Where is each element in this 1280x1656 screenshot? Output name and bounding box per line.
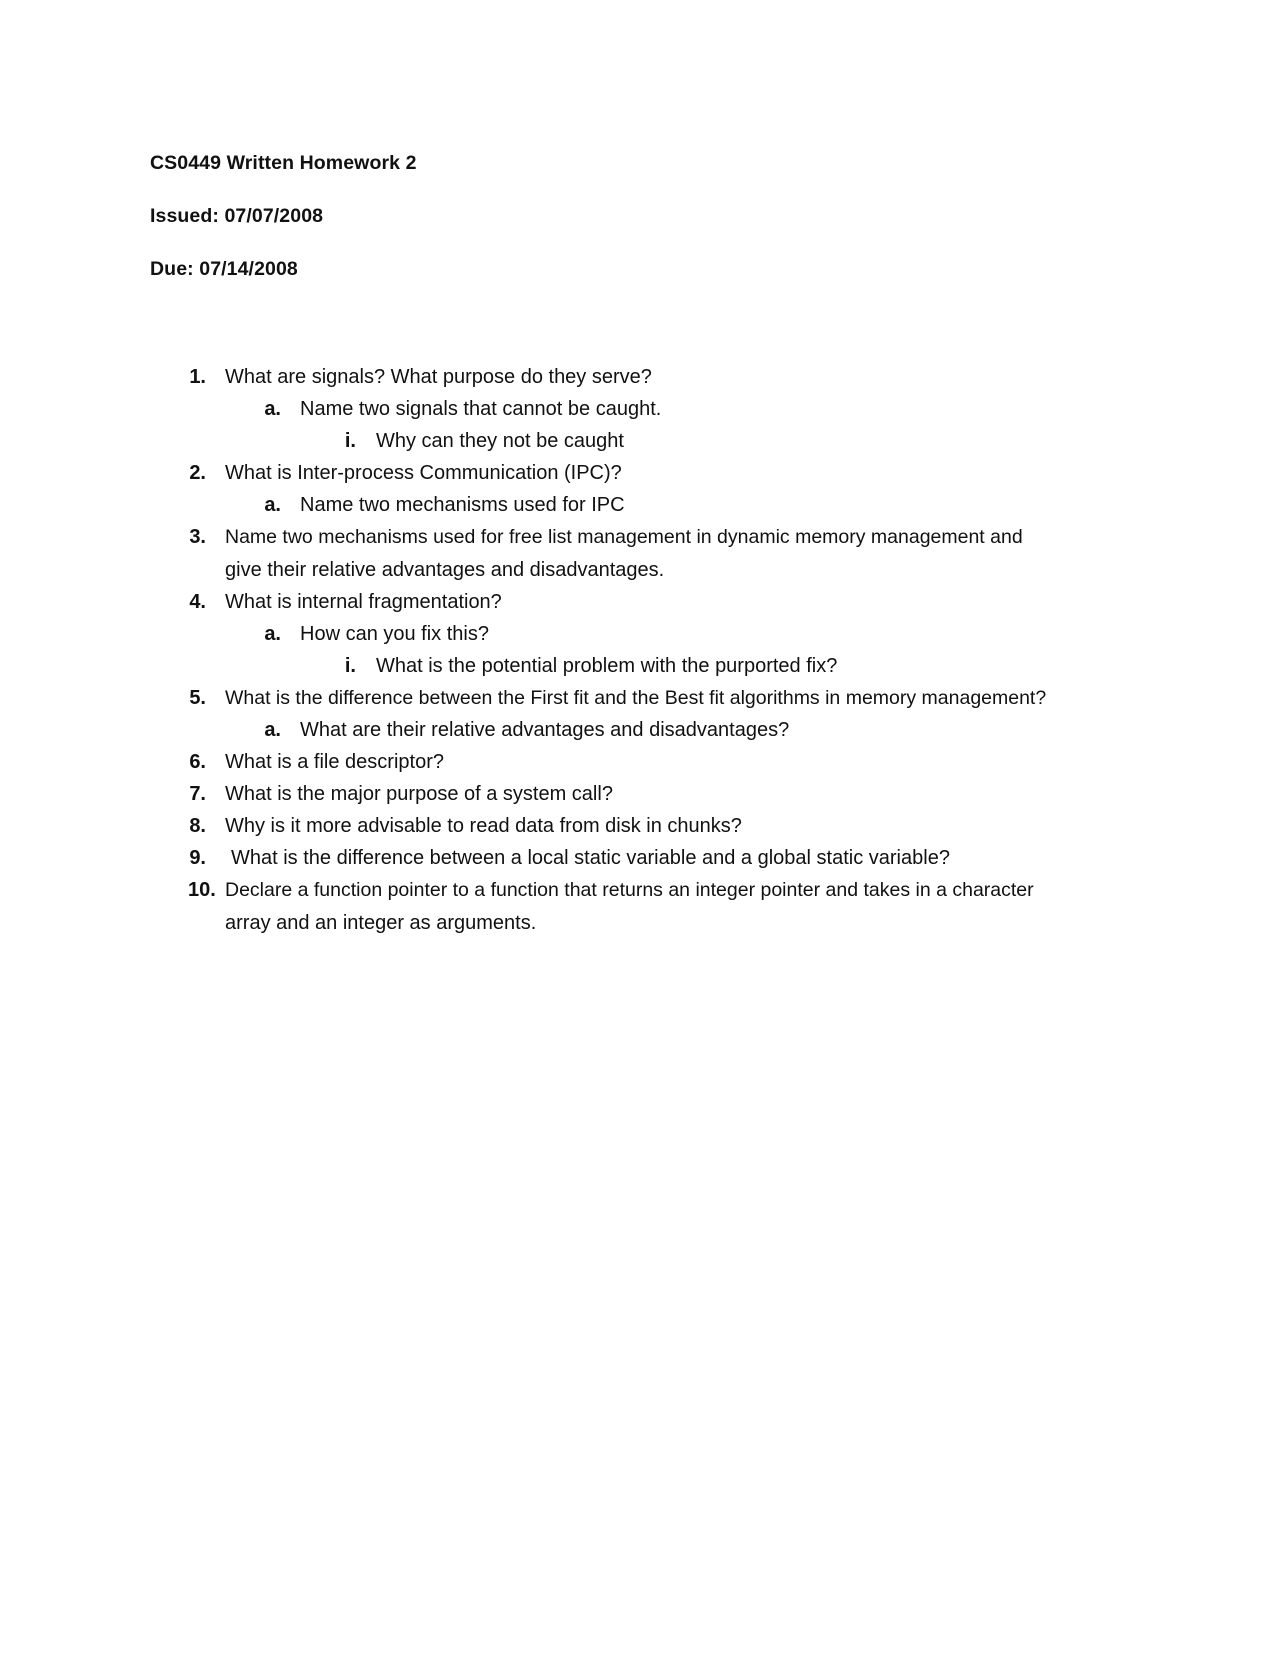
- item-marker: a.: [264, 494, 281, 516]
- item-marker: i.: [344, 655, 356, 677]
- item-text: What is internal fragmentation?: [225, 591, 502, 613]
- item-marker: 6.: [189, 751, 206, 773]
- item-text: array and an integer as arguments.: [225, 912, 537, 934]
- item-marker: 3.: [189, 526, 206, 548]
- item-text: give their relative advantages and disadvantages.: [225, 559, 665, 581]
- item-marker: 9.: [189, 847, 206, 869]
- item-marker: 8.: [189, 815, 206, 837]
- item-marker: 10.: [188, 879, 216, 901]
- item-marker: 5.: [189, 687, 206, 709]
- issued-date: Issued: 07/07/2008: [150, 205, 324, 227]
- item-marker: 7.: [189, 783, 206, 805]
- item-text: What is Inter-process Communication (IPC)?: [225, 462, 622, 484]
- item-text: What are their relative advantages and disadvantages?: [300, 719, 790, 741]
- item-text: How can you fix this?: [300, 623, 489, 645]
- item-text: What are signals? What purpose do they serve?: [225, 366, 652, 388]
- item-text: Name two signals that cannot be caught.: [300, 398, 662, 420]
- item-text: Why can they not be caught: [376, 430, 624, 452]
- item-marker: 1.: [189, 366, 206, 388]
- item-text: What is the difference between the First fit and the Best fit algorithms in memory management?: [225, 687, 1047, 709]
- item-text: What is the potential problem with the purported fix?: [376, 655, 838, 677]
- item-marker: i.: [344, 430, 356, 452]
- item-text: What is a file descriptor?: [225, 751, 444, 773]
- item-text: Why is it more advisable to read data from disk in chunks?: [225, 815, 742, 837]
- item-marker: a.: [264, 623, 281, 645]
- item-marker: a.: [264, 719, 281, 741]
- item-text: What is the difference between a local static variable and a global static variable?: [231, 847, 950, 869]
- item-text: What is the major purpose of a system call?: [225, 783, 613, 805]
- due-date: Due: 07/14/2008: [150, 258, 298, 280]
- item-marker: a.: [264, 398, 281, 420]
- item-marker: 4.: [189, 591, 206, 613]
- item-text: Name two mechanisms used for IPC: [300, 494, 625, 516]
- item-text: Name two mechanisms used for free list management in dynamic memory management and: [225, 526, 1023, 548]
- document-title: CS0449 Written Homework 2: [150, 152, 417, 174]
- item-marker: 2.: [189, 462, 206, 484]
- item-text: Declare a function pointer to a function that returns an integer pointer and takes in a character: [225, 879, 1034, 901]
